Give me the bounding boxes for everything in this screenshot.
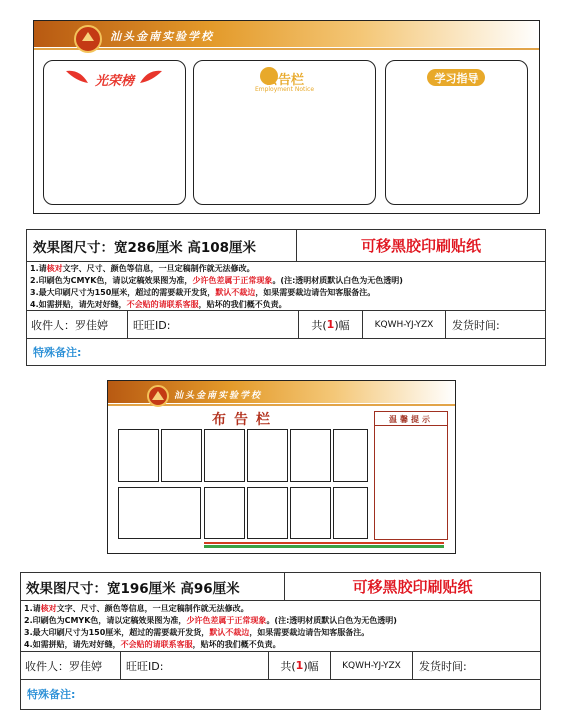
notes-block — [27, 261, 545, 311]
wangwang-field: 旺旺ID: — [128, 311, 299, 338]
notice-slot — [333, 487, 368, 539]
school-name-2: 汕头金南实验学校 — [174, 391, 263, 401]
panel-subtitle-announcement: Employment Notice — [254, 86, 315, 93]
note-2: 2.印刷色为CMYK色，请以定稿效果图为准，少许色差属于正常现象。(注:透明材质默认白色为无色透明) — [24, 616, 397, 625]
spec-table-1 — [26, 229, 546, 366]
header-rule — [34, 48, 539, 50]
notice-slot — [204, 487, 245, 539]
receiver-field: 收件人：罗佳婷 — [27, 311, 128, 338]
panel-announcement — [193, 60, 376, 205]
receiver-field: 收件人：罗佳婷 — [21, 652, 121, 679]
notice-slot — [204, 429, 245, 482]
footer-stripe-red — [204, 542, 444, 544]
bulletin-board-preview-1 — [33, 20, 540, 214]
school-logo-icon — [74, 25, 102, 53]
special-remark: 特殊备注: — [33, 346, 82, 359]
footer-stripe-green — [204, 545, 444, 548]
note-4: 4.如需拼贴，请先对好缝，不会贴的请联系客服，贴坏的我们概不负责。 — [24, 640, 281, 649]
panel-title-honor: 光荣榜 — [94, 74, 134, 89]
order-code: KQWH-YJ-YZX — [363, 311, 446, 338]
note-3: 3.最大印刷尺寸为150厘米，超过的需要裁开发货，默认不裁边，如果需要裁边请告知客服备注。 — [30, 288, 376, 297]
tips-panel — [374, 411, 448, 540]
notice-slot — [247, 487, 288, 539]
note-2: 2.印刷色为CMYK色，请以定稿效果图为准，少许色差属于正常现象。(注:透明材质默认白色为无色透明) — [30, 276, 403, 285]
notice-slot — [118, 429, 159, 482]
order-code: KQWH-YJ-YZX — [331, 652, 413, 679]
note-3: 3.最大印刷尺寸为150厘米，超过的需要裁开发货，默认不裁边，如果需要裁边请告知客服备注。 — [24, 628, 370, 637]
notice-slot — [290, 429, 331, 482]
notice-slot — [333, 429, 368, 482]
panel-title-study: 学习指导 — [434, 72, 479, 85]
board-title: 布告栏 — [212, 412, 278, 428]
quantity-field: 共( 1 )幅 — [299, 311, 363, 338]
school-logo-icon — [147, 385, 169, 407]
panel-honor-roll — [43, 60, 186, 205]
tips-title: 温馨提示 — [389, 415, 433, 424]
quantity-field: 共( 1 )幅 — [269, 652, 331, 679]
wangwang-field: 旺旺ID: — [121, 652, 269, 679]
notice-slot — [247, 429, 288, 482]
panel-study-guide — [385, 60, 528, 205]
notice-slot — [290, 487, 331, 539]
size-label: 效果图尺寸：宽196厘米 高96厘米 — [21, 573, 285, 600]
spec-table-2 — [20, 572, 541, 710]
school-name: 汕头金南实验学校 — [110, 30, 214, 43]
note-4: 4.如需拼贴，请先对好缝，不会贴的请联系客服，贴坏的我们概不负责。 — [30, 300, 287, 309]
material-label: 可移黑胶印刷贴纸 — [352, 578, 473, 596]
notes-block — [21, 600, 540, 652]
ship-time-field: 发货时间: — [452, 318, 500, 332]
ship-time-field: 发货时间: — [419, 659, 467, 673]
bulletin-board-preview-2 — [107, 380, 456, 554]
size-label: 效果图尺寸：宽286厘米 高108厘米 — [27, 230, 297, 261]
special-remark: 特殊备注: — [27, 688, 76, 701]
note-1: 1.请核对文字、尺寸、颜色等信息，一旦定稿制作就无法修改。 — [30, 264, 255, 273]
panel-title-announcement: 公告栏 — [264, 73, 304, 88]
material-label: 可移黑胶印刷贴纸 — [360, 237, 481, 255]
note-1: 1.请核对文字、尺寸、颜色等信息，一旦定稿制作就无法修改。 — [24, 604, 249, 613]
wings-icon — [64, 67, 164, 91]
notice-slot — [161, 429, 202, 482]
tips-divider — [375, 425, 447, 426]
notice-slot — [118, 487, 201, 539]
